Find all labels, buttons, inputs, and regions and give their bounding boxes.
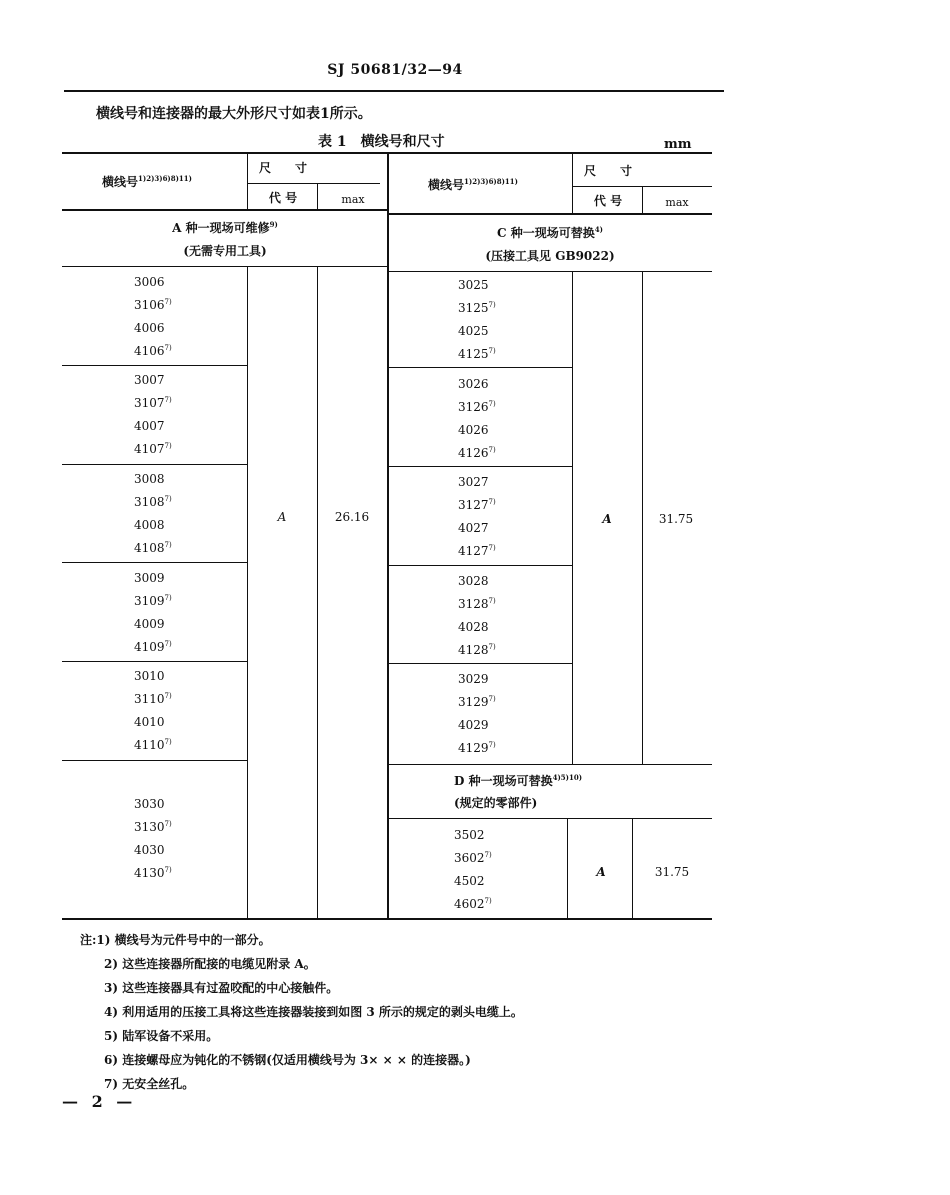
document-header-code: SJ 50681/32—94 [327,62,463,78]
part-number-cell [458,348,496,360]
part-number-footnote-ref: 7) [164,495,172,503]
right-group-divider [388,466,572,467]
left-dim-header-rule [248,183,380,184]
part-number-text: 4107 [134,442,165,456]
part-number-text: 3028 [458,574,489,588]
left-header-bottom-rule [62,209,388,211]
part-number-footnote-ref: 7) [484,851,492,859]
part-number-cell [458,742,496,754]
part-number-cell [458,545,496,557]
part-number-cell [134,276,165,288]
note-item: 5) 陆军设备不采用。 [104,1029,219,1043]
part-number-text: 4108 [134,541,165,555]
part-number-footnote-ref: 7) [164,738,172,746]
part-number-cell [134,716,165,728]
part-number-cell [134,542,172,554]
part-number-text: 4025 [458,324,489,338]
right-c-section-subtitle: (压接工具见 GB9022) [485,249,615,263]
part-number-cell [458,447,496,459]
part-number-cell [458,696,496,708]
part-number-cell [134,397,172,409]
part-number-cell [134,670,165,682]
left-section-rule [62,266,388,267]
part-number-cell [458,673,489,685]
left-group-divider [62,760,247,761]
left-code-max-header-divider [317,183,318,209]
part-number-text: 4026 [458,423,489,437]
part-number-text: 3006 [134,275,165,289]
part-number-footnote-ref: 7) [488,446,496,454]
dimension-table [62,152,712,920]
part-number-footnote-ref: 7) [484,897,492,905]
note-item: 4) 利用适用的压接工具将这些连接器装接到如图 3 所示的规定的剥头电缆上。 [104,1005,523,1019]
part-number-text: 4006 [134,321,165,335]
table-center-divider [387,152,389,920]
part-number-cell [134,798,165,810]
part-number-text: 3026 [458,377,489,391]
part-number-cell [134,496,172,508]
left-header-divider [247,152,248,209]
right-d-section-rule [388,818,712,819]
part-number-text: 4106 [134,344,165,358]
right-d-body-divider [567,818,568,918]
part-number-cell [134,374,165,386]
part-number-text: 4030 [134,843,165,857]
part-number-text: 4029 [458,718,489,732]
part-number-text: 4128 [458,643,489,657]
code-header-left: 代 号 [268,191,298,205]
part-number-footnote-ref: 7) [488,498,496,506]
right-section-rule [388,271,712,272]
right-group-divider [388,367,572,368]
right-header-divider [572,152,573,213]
part-number-text: 3009 [134,571,165,585]
part-number-text: 3008 [134,472,165,486]
part-number-cell [458,378,489,390]
part-number-text: 3128 [458,597,489,611]
part-number-text: 3126 [458,400,489,414]
right-c-body-divider [572,271,573,764]
part-number-text: 3110 [134,692,165,706]
intro-paragraph: 横线号和连接器的最大外形尺寸如表1所示。 [96,106,372,122]
part-number-footnote-ref: 7) [164,594,172,602]
part-number-text: 4008 [134,518,165,532]
part-number-text: 3108 [134,495,165,509]
left-section-subtitle: (无需专用工具) [183,244,267,258]
part-number-text: 4602 [454,897,485,911]
part-number-cell [454,829,485,841]
left-group-divider [62,365,247,366]
right-code-max-header-divider [642,186,643,213]
part-number-cell [458,424,489,436]
part-number-cell [134,572,165,584]
max-header-right: max [665,196,689,209]
part-number-cell [458,401,496,413]
part-number-cell [458,476,489,488]
part-number-cell [458,325,489,337]
part-number-text: 3106 [134,298,165,312]
right-c-code-value: A [602,512,612,526]
dimension-header-right: 尺 寸 [583,164,633,178]
part-number-header-right: 横线号$^{1)2)3)6)8)11)}$ [428,177,518,192]
part-number-cell [134,519,165,531]
right-d-max-value: 31.75 [654,865,690,879]
part-number-text: 3125 [458,301,489,315]
part-number-footnote-ref: 7) [164,344,172,352]
part-number-text: 3007 [134,373,165,387]
part-number-text: 3602 [454,851,485,865]
part-number-cell [134,618,165,630]
part-number-text: 4010 [134,715,165,729]
part-number-cell [454,898,492,910]
part-number-text: 4125 [458,347,489,361]
part-number-footnote-ref: 7) [164,298,172,306]
part-number-text: 4129 [458,741,489,755]
part-number-footnote-ref: 7) [488,741,496,749]
max-header-left: max [341,193,365,206]
part-number-footnote-ref: 7) [488,643,496,651]
part-number-text: 4502 [454,874,485,888]
left-group-divider [62,661,247,662]
part-number-text: 4007 [134,419,165,433]
part-number-text: 3109 [134,594,165,608]
part-number-cell [134,345,172,357]
part-number-footnote-ref: 7) [488,597,496,605]
part-number-text: 3027 [458,475,489,489]
part-number-cell [134,473,165,485]
part-number-cell [134,420,165,432]
note-item: 3) 这些连接器具有过盈咬配的中心接触件。 [104,981,339,995]
part-number-text: 4028 [458,620,489,634]
part-number-text: 3107 [134,396,165,410]
left-section-title: A 种一现场可维修$^{9)}$ [172,220,278,235]
right-c-max-value: 31.75 [658,512,694,526]
part-number-text: 3025 [458,278,489,292]
part-number-cell [134,443,172,455]
part-number-text: 4110 [134,738,165,752]
right-c-section-bottom-rule [388,764,712,765]
part-number-cell [134,693,172,705]
part-number-text: 3029 [458,672,489,686]
note-item: 2) 这些连接器所配接的电缆见附录 A。 [104,957,316,971]
right-c-code-max-divider [642,271,643,764]
left-group-divider [62,562,247,563]
part-number-text: 4009 [134,617,165,631]
right-d-section-title: D 种一现场可替换$^{4)5)10)}$ [454,773,583,788]
part-number-text: 3130 [134,820,165,834]
right-d-code-value: A [596,865,606,879]
part-number-footnote-ref: 7) [164,866,172,874]
part-number-text: 4127 [458,544,489,558]
part-number-cell [454,875,485,887]
right-d-code-max-divider [632,818,633,918]
part-number-cell [458,279,489,291]
part-number-cell [134,299,172,311]
part-number-text: 3502 [454,828,485,842]
part-number-cell [458,719,489,731]
part-number-cell [458,522,489,534]
right-group-divider [388,663,572,664]
part-number-header-left: 横线号$^{1)2)3)6)8)11)}$ [102,174,192,189]
left-body-divider [247,266,248,918]
part-number-cell [134,595,172,607]
part-number-cell [134,844,165,856]
part-number-text: 4027 [458,521,489,535]
part-number-footnote-ref: 7) [164,692,172,700]
right-group-divider [388,565,572,566]
part-number-footnote-ref: 7) [164,541,172,549]
left-max-value: 26.16 [334,510,370,524]
part-number-cell [134,322,165,334]
part-number-cell [134,739,172,751]
part-number-cell [134,821,172,833]
part-number-cell [458,499,496,511]
right-c-section-title: C 种一现场可替换$^{4)}$ [497,225,603,240]
part-number-footnote-ref: 7) [488,301,496,309]
part-number-cell [458,644,496,656]
left-code-max-body-divider [317,266,318,918]
part-number-text: 4130 [134,866,165,880]
dimension-header-left: 尺 寸 [258,161,308,175]
part-number-cell [454,852,492,864]
left-code-value: A [277,510,287,524]
part-number-cell [134,641,172,653]
table-caption: 表 1 横线号和尺寸 [318,134,445,150]
part-number-cell [458,598,496,610]
part-number-text: 3127 [458,498,489,512]
note-item: 注:1) 横线号为元件号中的一部分。 [80,933,271,947]
part-number-text: 3030 [134,797,165,811]
part-number-text: 4109 [134,640,165,654]
part-number-footnote-ref: 7) [488,400,496,408]
part-number-footnote-ref: 7) [488,544,496,552]
part-number-cell [458,575,489,587]
part-number-text: 3129 [458,695,489,709]
part-number-cell [458,302,496,314]
right-header-bottom-rule [388,213,712,215]
header-rule [64,90,724,92]
part-number-text: 3010 [134,669,165,683]
code-header-right: 代 号 [593,194,623,208]
part-number-footnote-ref: 7) [164,396,172,404]
part-number-footnote-ref: 7) [164,820,172,828]
right-d-section-subtitle: (规定的零部件) [454,796,538,810]
part-number-text: 4126 [458,446,489,460]
left-group-divider [62,464,247,465]
note-item: 7) 无安全丝孔。 [104,1077,195,1091]
table-unit: mm [664,137,692,152]
part-number-footnote-ref: 7) [488,347,496,355]
part-number-cell [458,621,489,633]
part-number-footnote-ref: 7) [488,695,496,703]
part-number-footnote-ref: 7) [164,640,172,648]
note-item: 6) 连接螺母应为钝化的不锈钢(仅适用横线号为 3× × × 的连接器。) [104,1053,471,1067]
page-number: — 2 — [62,1092,137,1111]
part-number-footnote-ref: 7) [164,442,172,450]
part-number-cell [134,867,172,879]
